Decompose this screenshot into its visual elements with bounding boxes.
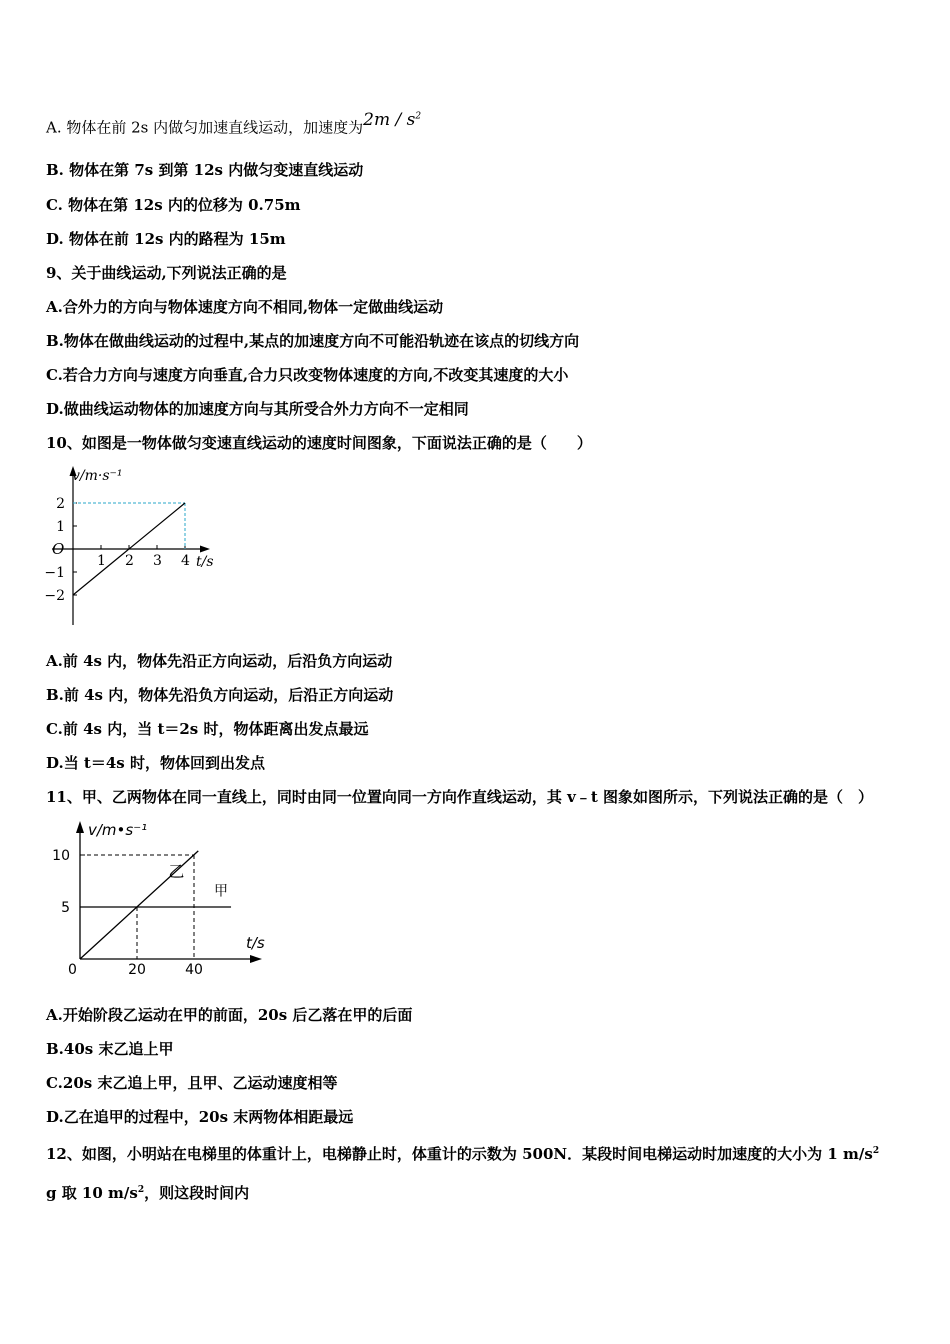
x-axis-arrow xyxy=(250,955,262,963)
q8-option-b: B. 物体在第 7s 到第 12s 内做匀变速直线运动 xyxy=(46,161,364,179)
q8-option-d: D. 物体在前 12s 内的路程为 15m xyxy=(46,230,286,248)
origin-label: 0 xyxy=(68,962,77,978)
x-tick-label: 2 xyxy=(125,553,134,569)
q10-vt-graph xyxy=(40,460,230,635)
x-tick-label: 40 xyxy=(185,962,203,978)
y-tick-label: 1 xyxy=(56,519,65,535)
q9-option-b: B.物体在做曲线运动的过程中,某点的加速度方向不可能沿轨迹在该点的切线方向 xyxy=(46,332,580,350)
y-tick-label: 10 xyxy=(52,848,70,864)
q10-stem: 10、如图是一物体做匀变速直线运动的速度时间图象，下面说法正确的是（ ） xyxy=(46,434,592,452)
x-axis-label: t/s xyxy=(196,554,214,570)
q11-option-b: B.40s 末乙追上甲 xyxy=(46,1040,174,1058)
q8-option-c: C. 物体在第 12s 内的位移为 0.75m xyxy=(46,196,301,214)
q11-stem: 11、甲、乙两物体在同一直线上，同时由同一位置向同一方向作直线运动，其 v﹣t 图象如图所示，下列说法正确的是（ ） xyxy=(46,788,873,806)
y-tick-label: 5 xyxy=(61,900,70,916)
q10-option-c: C.前 4s 内，当 t＝2s 时，物体距离出发点最远 xyxy=(46,720,369,738)
q11-graph-marks xyxy=(52,821,265,978)
x-axis-arrow xyxy=(200,546,210,553)
q11-option-d: D.乙在追甲的过程中，20s 末两物体相距最远 xyxy=(46,1108,354,1126)
y-tick-label: −2 xyxy=(44,588,65,604)
origin-label: O xyxy=(52,540,65,558)
q10-graph-marks xyxy=(44,466,213,625)
series-jia-label: 甲 xyxy=(213,883,228,900)
q8-option-a-math: $2m / s^2$ xyxy=(363,109,422,130)
q11-option-a: A.开始阶段乙运动在甲的前面，20s 后乙落在甲的后面 xyxy=(46,1006,413,1024)
x-tick-label: 20 xyxy=(128,962,146,978)
q10-option-b: B.前 4s 内，物体先沿负方向运动，后沿正方向运动 xyxy=(46,686,394,704)
y-axis-label: v/m•s⁻¹ xyxy=(88,821,148,839)
q8-option-a xyxy=(46,109,422,138)
q9-option-a: A.合外力的方向与物体速度方向不相同,物体一定做曲线运动 xyxy=(46,298,444,316)
y-tick-label: −1 xyxy=(44,565,65,581)
q12-line2: g 取 10 $m/s^2$，则这段时间内 xyxy=(46,1184,250,1202)
q12-stem: 12、如图，小明站在电梯里的体重计上，电梯静止时，体重计的示数为 500N．某段时间电梯运动时加速度的大小为 1 $m/s^2$ xyxy=(46,1145,880,1163)
q11-option-c: C.20s 末乙追上甲，且甲、乙运动速度相等 xyxy=(46,1074,338,1092)
q10-option-d: D.当 t＝4s 时，物体回到出发点 xyxy=(46,754,265,772)
y-axis-label: v/m·s⁻¹ xyxy=(72,468,123,484)
x-axis-label: t/s xyxy=(246,934,265,952)
x-tick-label: 1 xyxy=(97,553,106,569)
series-yi-label: 乙 xyxy=(168,861,185,881)
q8-option-a-text: A. 物体在前 2s 内做匀加速直线运动，加速度为 xyxy=(46,118,364,137)
q11-vt-graph xyxy=(50,815,280,980)
q9-option-c: C.若合力方向与速度方向垂直,合力只改变物体速度的方向,不改变其速度的大小 xyxy=(46,366,569,384)
y-axis-arrow xyxy=(76,821,84,833)
x-tick-label: 4 xyxy=(181,553,190,569)
q10-option-a: A.前 4s 内，物体先沿正方向运动，后沿负方向运动 xyxy=(46,652,393,670)
x-tick-label: 3 xyxy=(153,553,162,569)
y-tick-label: 2 xyxy=(56,496,65,512)
q9-option-d: D.做曲线运动物体的加速度方向与其所受合外力方向不一定相同 xyxy=(46,400,469,418)
q9-stem: 9、关于曲线运动,下列说法正确的是 xyxy=(46,264,287,282)
